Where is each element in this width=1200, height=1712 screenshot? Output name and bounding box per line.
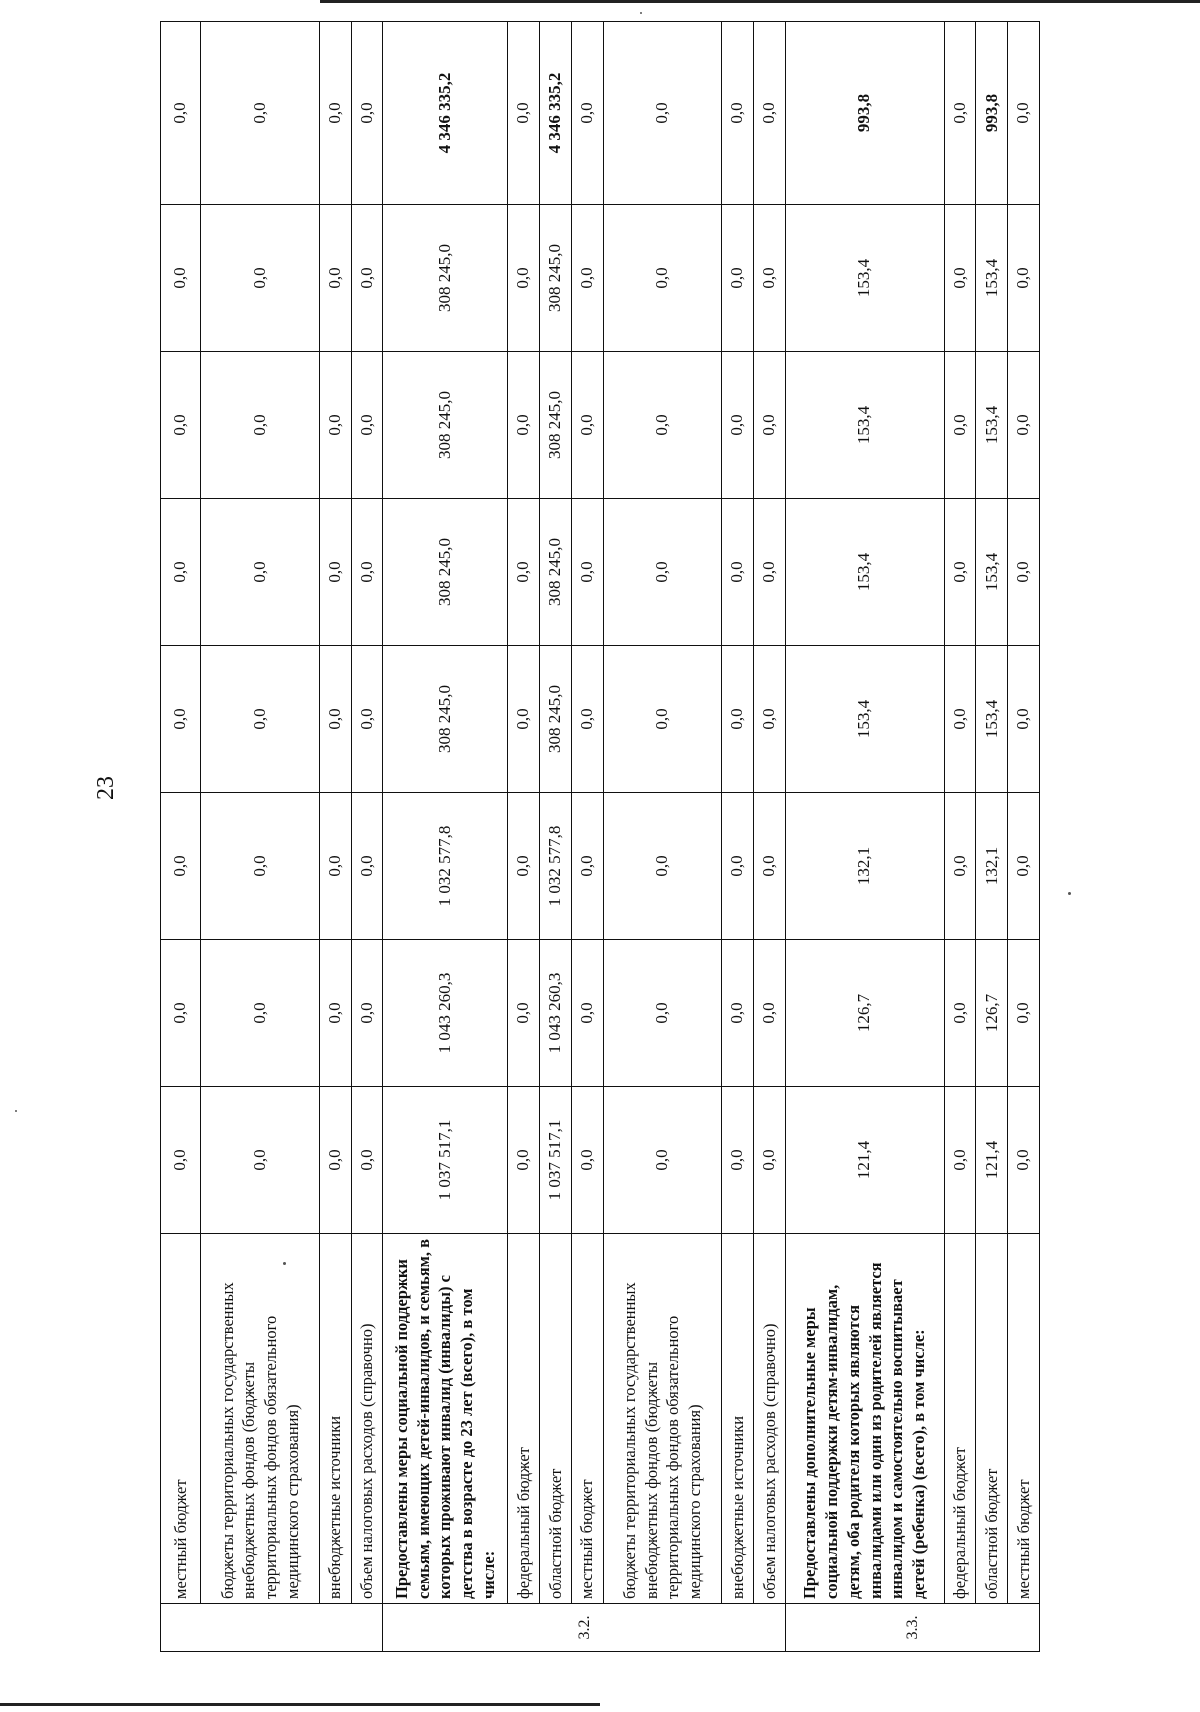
value-cell: 0,0 <box>571 793 603 940</box>
value-cell: 308 245,0 <box>540 205 572 352</box>
value-cell: 153,4 <box>785 499 944 646</box>
value-cell: 0,0 <box>754 940 786 1087</box>
value-cell: 0,0 <box>508 793 540 940</box>
row-description: Предоставлены меры социальной поддержки семьям, имеющих детей-инвалидов, и семьям, в которых проживают инвалид (инвалиды) с детства в возрасте до 23 лет (всего), в том числе: <box>383 1234 508 1604</box>
value-cell: 0,0 <box>508 352 540 499</box>
value-cell: 1 043 260,3 <box>383 940 508 1087</box>
total-cell: 0,0 <box>319 22 351 205</box>
value-cell: 126,7 <box>785 940 944 1087</box>
value-cell: 0,0 <box>319 793 351 940</box>
value-cell: 153,4 <box>976 499 1008 646</box>
scan-speck <box>15 1110 17 1112</box>
value-cell: 0,0 <box>351 1087 383 1234</box>
value-cell: 0,0 <box>722 1087 754 1234</box>
scan-bottom-edge <box>0 1703 600 1706</box>
total-cell: 4 346 335,2 <box>383 22 508 205</box>
value-cell: 0,0 <box>351 205 383 352</box>
value-cell: 0,0 <box>1008 205 1040 352</box>
row-description: объем налоговых расходов (справочно) <box>351 1234 383 1604</box>
value-cell: 0,0 <box>201 646 320 793</box>
value-cell: 0,0 <box>319 499 351 646</box>
value-cell: 0,0 <box>603 793 722 940</box>
value-cell: 0,0 <box>351 940 383 1087</box>
table-row <box>722 22 754 1652</box>
value-cell: 1 043 260,3 <box>540 940 572 1087</box>
value-cell: 0,0 <box>161 205 201 352</box>
value-cell: 0,0 <box>754 352 786 499</box>
row-description: местный бюджет <box>571 1234 603 1604</box>
scan-speck <box>640 12 642 14</box>
value-cell: 0,0 <box>754 793 786 940</box>
value-cell: 0,0 <box>571 352 603 499</box>
value-cell: 1 032 577,8 <box>383 793 508 940</box>
value-cell: 0,0 <box>603 646 722 793</box>
value-cell: 0,0 <box>201 499 320 646</box>
value-cell: 132,1 <box>785 793 944 940</box>
table-row <box>944 22 976 1652</box>
value-cell: 0,0 <box>508 205 540 352</box>
table-row <box>540 22 572 1652</box>
value-cell: 0,0 <box>944 352 976 499</box>
table-row <box>976 22 1008 1652</box>
value-cell: 0,0 <box>351 499 383 646</box>
value-cell: 0,0 <box>754 499 786 646</box>
total-cell: 0,0 <box>571 22 603 205</box>
total-cell: 0,0 <box>754 22 786 205</box>
row-description: федеральный бюджет <box>508 1234 540 1604</box>
value-cell: 0,0 <box>722 205 754 352</box>
value-cell: 1 037 517,1 <box>540 1087 572 1234</box>
table-row <box>508 22 540 1652</box>
budget-table-rotated <box>160 22 1040 1652</box>
value-cell: 0,0 <box>201 352 320 499</box>
value-cell: 0,0 <box>508 499 540 646</box>
value-cell: 1 037 517,1 <box>383 1087 508 1234</box>
value-cell: 308 245,0 <box>383 499 508 646</box>
total-cell: 4 346 335,2 <box>540 22 572 205</box>
value-cell: 1 032 577,8 <box>540 793 572 940</box>
value-cell: 153,4 <box>785 205 944 352</box>
value-cell: 0,0 <box>571 499 603 646</box>
value-cell: 0,0 <box>161 352 201 499</box>
value-cell: 0,0 <box>1008 352 1040 499</box>
value-cell: 0,0 <box>161 646 201 793</box>
scan-speck <box>1068 892 1071 895</box>
value-cell: 308 245,0 <box>540 352 572 499</box>
value-cell: 121,4 <box>976 1087 1008 1234</box>
total-cell: 0,0 <box>603 22 722 205</box>
value-cell: 0,0 <box>754 1087 786 1234</box>
table-body <box>161 22 1040 1652</box>
value-cell: 0,0 <box>201 793 320 940</box>
table-row <box>571 22 603 1652</box>
row-description: Предоставлены дополнительные меры социальной поддержки детям-инвалидам, детям, оба родителя которых являются инвалидами или один из родителей является инвалидом и самостоятельно воспитывает детей (ребенка) (всего), в том числе: <box>785 1234 944 1604</box>
total-cell: 0,0 <box>161 22 201 205</box>
value-cell: 0,0 <box>1008 1087 1040 1234</box>
row-index-cell: 3.2. <box>383 1604 785 1652</box>
table-row <box>1008 22 1040 1652</box>
value-cell: 0,0 <box>508 646 540 793</box>
value-cell: 121,4 <box>785 1087 944 1234</box>
table-row <box>201 22 320 1652</box>
row-index-cell <box>161 1604 383 1652</box>
value-cell: 0,0 <box>201 1087 320 1234</box>
total-cell: 0,0 <box>508 22 540 205</box>
value-cell: 0,0 <box>722 499 754 646</box>
value-cell: 0,0 <box>508 940 540 1087</box>
row-description: бюджеты территориальных государственных внебюджетных фондов (бюджеты территориальных фондов обязательного медицинского страхования) <box>603 1234 722 1604</box>
value-cell: 0,0 <box>319 205 351 352</box>
value-cell: 126,7 <box>976 940 1008 1087</box>
row-description: объем налоговых расходов (справочно) <box>754 1234 786 1604</box>
row-description: бюджеты территориальных государственных внебюджетных фондов (бюджеты территориальных фондов обязательного медицинского страхования) <box>201 1234 320 1604</box>
value-cell: 0,0 <box>754 646 786 793</box>
table-row <box>785 22 944 1652</box>
value-cell: 153,4 <box>976 646 1008 793</box>
value-cell: 0,0 <box>161 499 201 646</box>
value-cell: 0,0 <box>161 1087 201 1234</box>
value-cell: 0,0 <box>603 499 722 646</box>
row-description: местный бюджет <box>1008 1234 1040 1604</box>
value-cell: 0,0 <box>571 940 603 1087</box>
value-cell: 308 245,0 <box>540 646 572 793</box>
total-cell: 0,0 <box>351 22 383 205</box>
total-cell: 0,0 <box>722 22 754 205</box>
value-cell: 0,0 <box>508 1087 540 1234</box>
total-cell: 0,0 <box>944 22 976 205</box>
table-row <box>351 22 383 1652</box>
value-cell: 0,0 <box>1008 499 1040 646</box>
row-description: федеральный бюджет <box>944 1234 976 1604</box>
value-cell: 0,0 <box>1008 793 1040 940</box>
budget-table <box>160 21 1040 1652</box>
table-row <box>319 22 351 1652</box>
value-cell: 0,0 <box>571 1087 603 1234</box>
value-cell: 0,0 <box>603 940 722 1087</box>
value-cell: 0,0 <box>944 646 976 793</box>
value-cell: 0,0 <box>319 352 351 499</box>
total-cell: 0,0 <box>201 22 320 205</box>
value-cell: 0,0 <box>944 1087 976 1234</box>
value-cell: 0,0 <box>944 499 976 646</box>
row-description: внебюджетные источники <box>722 1234 754 1604</box>
scan-top-edge <box>320 0 1200 3</box>
total-cell: 993,8 <box>976 22 1008 205</box>
value-cell: 308 245,0 <box>383 352 508 499</box>
value-cell: 0,0 <box>603 352 722 499</box>
table-row <box>603 22 722 1652</box>
value-cell: 153,4 <box>785 352 944 499</box>
value-cell: 0,0 <box>351 793 383 940</box>
value-cell: 0,0 <box>722 940 754 1087</box>
value-cell: 0,0 <box>603 205 722 352</box>
value-cell: 0,0 <box>571 646 603 793</box>
value-cell: 0,0 <box>603 1087 722 1234</box>
value-cell: 132,1 <box>976 793 1008 940</box>
row-description: областной бюджет <box>540 1234 572 1604</box>
page-number: 23 <box>93 776 119 800</box>
value-cell: 0,0 <box>319 940 351 1087</box>
value-cell: 0,0 <box>944 793 976 940</box>
value-cell: 0,0 <box>1008 646 1040 793</box>
value-cell: 0,0 <box>351 646 383 793</box>
value-cell: 0,0 <box>754 205 786 352</box>
row-description: областной бюджет <box>976 1234 1008 1604</box>
value-cell: 0,0 <box>201 205 320 352</box>
value-cell: 0,0 <box>944 205 976 352</box>
value-cell: 308 245,0 <box>540 499 572 646</box>
value-cell: 0,0 <box>319 646 351 793</box>
value-cell: 0,0 <box>722 352 754 499</box>
value-cell: 153,4 <box>976 352 1008 499</box>
row-description: местный бюджет <box>161 1234 201 1604</box>
value-cell: 0,0 <box>571 205 603 352</box>
table-row <box>754 22 786 1652</box>
value-cell: 153,4 <box>976 205 1008 352</box>
table-row <box>383 22 508 1652</box>
value-cell: 0,0 <box>722 793 754 940</box>
value-cell: 308 245,0 <box>383 646 508 793</box>
value-cell: 153,4 <box>785 646 944 793</box>
total-cell: 0,0 <box>1008 22 1040 205</box>
row-index-cell: 3.3. <box>785 1604 1039 1652</box>
value-cell: 0,0 <box>201 940 320 1087</box>
value-cell: 0,0 <box>161 940 201 1087</box>
value-cell: 0,0 <box>319 1087 351 1234</box>
row-description: внебюджетные источники <box>319 1234 351 1604</box>
total-cell: 993,8 <box>785 22 944 205</box>
value-cell: 0,0 <box>161 793 201 940</box>
table-row <box>161 22 201 1652</box>
value-cell: 0,0 <box>944 940 976 1087</box>
value-cell: 0,0 <box>1008 940 1040 1087</box>
value-cell: 308 245,0 <box>383 205 508 352</box>
value-cell: 0,0 <box>351 352 383 499</box>
value-cell: 0,0 <box>722 646 754 793</box>
